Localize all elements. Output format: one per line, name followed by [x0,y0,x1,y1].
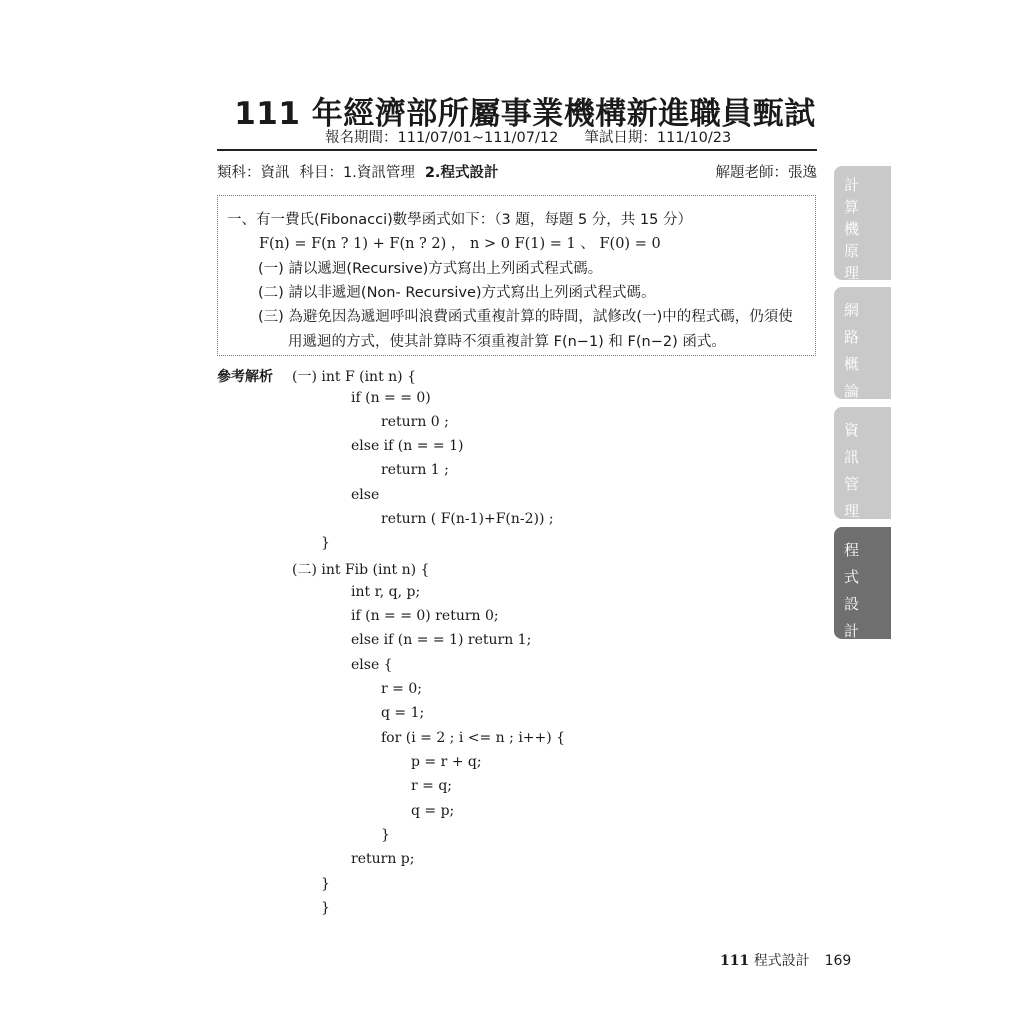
code-line: if (n = = 0) return 0; [351,608,499,624]
side-tab-char: 論 [844,382,860,400]
code-line: r = q; [411,778,453,794]
teacher-label: 解題老師：張逸 [715,165,817,181]
code-line: q = p; [411,803,455,819]
code-line: else { [351,657,393,673]
side-tab-computer-principles[interactable] [834,166,891,280]
code-line: (一) int F (int n) { [292,369,416,385]
page-footer [720,950,851,970]
code-line: r = 0; [381,681,422,697]
side-tab-char: 管 [844,475,860,493]
question-formula: F(n) = F(n ? 1) + F(n ? 2) ， n > 0 F(1) = 1 、 F(0) = 0 [259,236,661,252]
code-line: else [351,487,380,503]
subject-info [217,161,817,182]
side-tab-information-management[interactable] [834,407,891,519]
code-line: return ( F(n-1)+F(n-2)) ; [381,511,554,527]
side-tab-char: 資 [844,421,860,439]
side-tab-char: 概 [844,355,860,373]
side-tab-char: 程 [844,541,860,559]
code-line: else if (n = = 1) [351,438,464,454]
footer-year: 111 [720,953,750,969]
page-title: 111 年經濟部所屬事業機構新進職員甄試 [234,96,816,132]
code-line: for (i = 2 ; i <= n ; i++) { [381,730,566,746]
subject-main: 2.程式設計 [424,165,499,181]
footer-subject: 程式設計 [753,953,810,969]
side-tab-char: 路 [844,328,860,346]
page-number: 169 [824,953,852,969]
exam-dates [325,126,731,147]
code-line: } [321,876,330,892]
question-intro: 一、有一費氏(Fibonacci)數學函式如下：（3 題，每題 5 分，共 15 分） [227,212,692,228]
side-tab-char: 理 [844,264,860,282]
code-line: } [321,535,330,551]
side-tab-char: 設 [844,595,860,613]
code-line: } [321,900,330,916]
code-line: if (n = = 0) [351,390,431,406]
code-line: int r, q, p; [351,584,421,600]
side-tab-char: 網 [844,301,860,319]
code-line: return p; [351,851,415,867]
side-tab-char: 算 [844,198,860,216]
header-rule [217,149,817,151]
side-tab-char: 原 [844,242,860,260]
side-tab-char: 式 [844,568,860,586]
code-line: (二) int Fib (int n) { [292,562,430,578]
side-tab-char: 計 [844,622,860,640]
code-line: p = r + q; [411,754,482,770]
subject-label: 科目：1.資訊管理 [299,165,415,181]
code-line: return 1 ; [381,462,449,478]
side-tab-programming[interactable] [834,527,891,639]
category-label: 類科：資訊 [217,165,290,181]
side-tab-char: 計 [844,176,860,194]
question-part-3-line-1: (三) 為避免因為遞迴呼叫浪費函式重複計算的時間，試修改(一)中的程式碼，仍須使 [258,309,793,325]
answer-label: 參考解析 [217,369,273,385]
code-line: return 0 ; [381,414,449,430]
signup-period: 報名期間：111/07/01~111/07/12 [325,130,559,146]
question-part-3-line-2: 用遞迴的方式，使其計算時不須重複計算 F(n−1) 和 F(n−2) 函式。 [288,334,726,350]
side-tab-char: 機 [844,220,860,238]
question-part-2: (二) 請以非遞迴(Non- Recursive)方式寫出上列函式程式碼。 [258,285,656,301]
side-tab-char: 訊 [844,448,860,466]
side-tab-char: 理 [844,502,860,520]
exam-date: 筆試日期：111/10/23 [584,130,732,146]
question-part-1: (一) 請以遞迴(Recursive)方式寫出上列函式程式碼。 [258,261,603,277]
code-line: q = 1; [381,705,425,721]
code-line: } [381,827,390,843]
side-tab-networking[interactable] [834,287,891,399]
code-line: else if (n = = 1) return 1; [351,632,532,648]
